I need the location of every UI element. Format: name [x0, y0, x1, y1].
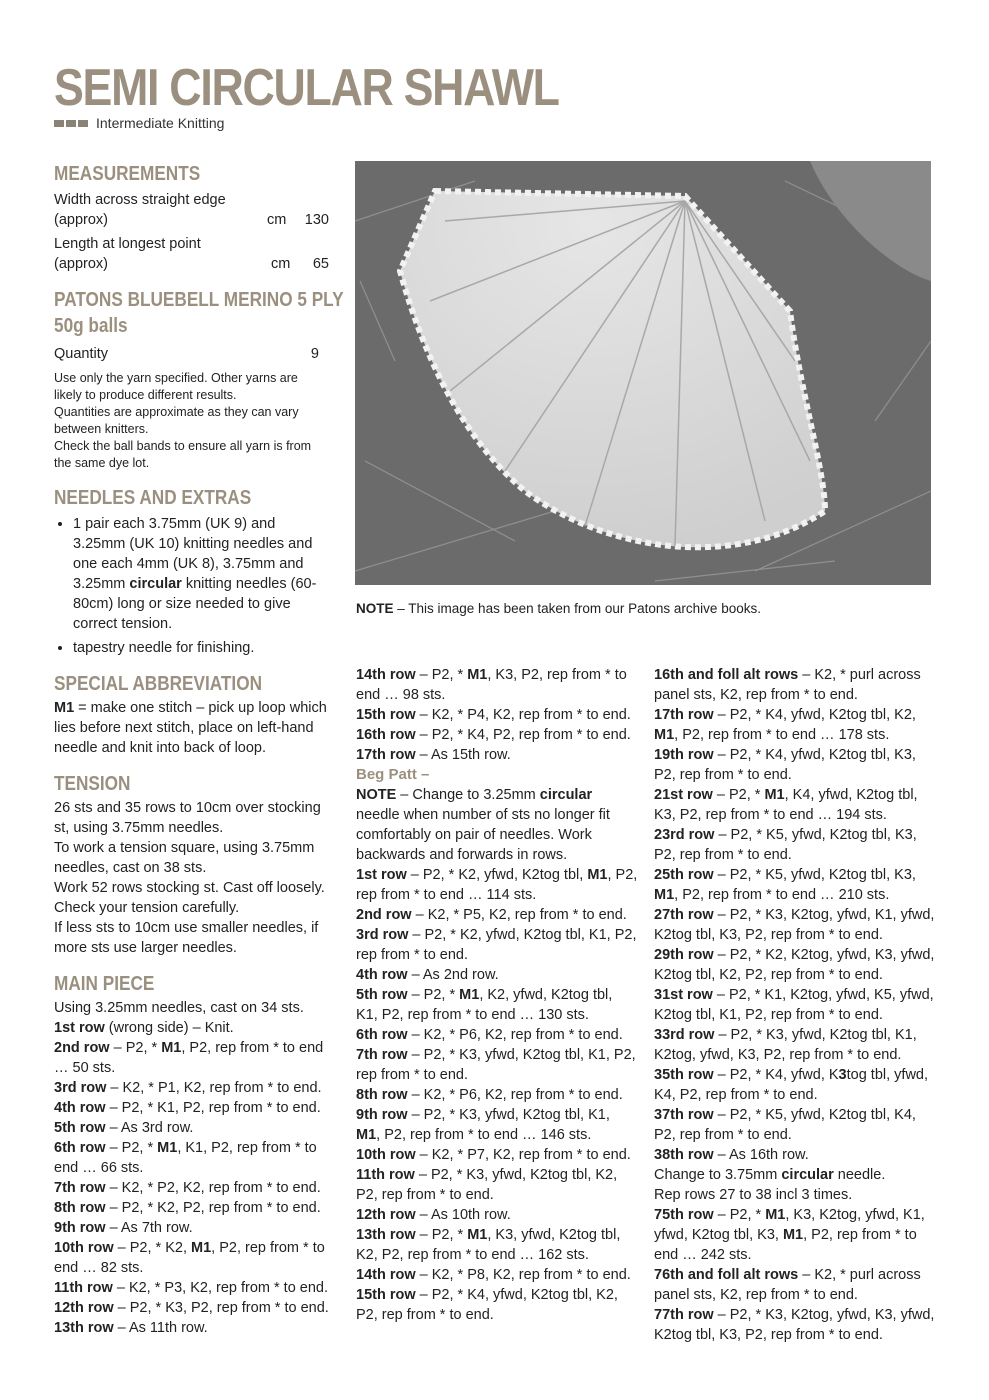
- pattern-row: [356, 1045, 638, 1085]
- right-column: [654, 665, 936, 1345]
- row-text: – K2, * P6, K2, rep from * to end.: [407, 1087, 623, 1103]
- pattern-rows: [654, 665, 936, 1165]
- row-bold: M1: [764, 787, 785, 803]
- repeat-text: Rep rows 27 to 38 incl 3 times.: [654, 1187, 853, 1203]
- row-label: 4th row: [356, 967, 408, 983]
- pattern-row: [356, 725, 638, 745]
- row-label: 13th row: [54, 1320, 114, 1336]
- row-text: – K2, * P8, K2, rep from * to end.: [415, 1267, 631, 1283]
- pattern-row: [356, 1105, 638, 1145]
- pattern-rows: [356, 665, 638, 765]
- pattern-row: [356, 1265, 638, 1285]
- yarn-heading: PATONS BLUEBELL MERINO 5 PLY: [54, 289, 344, 311]
- abbreviation-text: [54, 698, 329, 758]
- row-text: , K3, P2, rep from * to end … 98 sts.: [356, 667, 627, 703]
- row-text: – As 11th row.: [113, 1320, 208, 1336]
- circular-note: [356, 785, 638, 865]
- row-label: 11th row: [54, 1280, 113, 1296]
- pattern-row: [654, 745, 936, 785]
- pattern-row: [356, 905, 638, 925]
- pattern-row: [356, 965, 638, 985]
- row-text: – P2, * K2, yfwd, K2tog tbl, K1, P2, rep from * to end.: [356, 927, 637, 963]
- row-text: – K2, * P4, K2, rep from * to end.: [415, 707, 631, 723]
- photo-note: [356, 601, 761, 616]
- row-label: 12th row: [356, 1207, 416, 1223]
- pattern-row: [356, 1145, 638, 1165]
- needles-text: 1 pair each 3.75mm (UK 9) and 3.25mm (UK 10) knitting needles and one each 4mm (UK 8), 3.75mm and 3.25mm: [73, 516, 313, 592]
- pattern-row: [654, 665, 936, 705]
- row-label: 10th row: [356, 1147, 416, 1163]
- yarn-note: Check the ball bands to ensure all yarn is from the same dye lot.: [54, 439, 312, 470]
- quantity-label: Quantity: [54, 346, 108, 362]
- main-piece-intro: Using 3.25mm needles, cast on 34 sts.: [54, 1000, 304, 1016]
- row-text: – P2, * K4, yfwd, K2tog tbl, K3, P2, rep from * to end.: [654, 747, 916, 783]
- row-text: – P2, * K4, yfwd, K2tog tbl, K2,: [713, 707, 916, 723]
- yarn-note: Use only the yarn specified. Other yarns are likely to produce different results.: [54, 371, 298, 402]
- row-bold: M1: [587, 867, 608, 883]
- measurement-unit: cm: [271, 256, 291, 272]
- change-text: needle.: [833, 1167, 886, 1183]
- measurement-row: [54, 234, 329, 274]
- row-text: – P2, * K3, yfwd, K2tog tbl, K1, P2, rep from * to end.: [356, 1047, 636, 1083]
- row-bold: M1: [654, 887, 675, 903]
- yarn-subheading: 50g balls: [54, 315, 128, 337]
- row-text: – P2, *: [109, 1040, 162, 1056]
- row-bold: M1: [654, 727, 675, 743]
- row-label: 8th row: [54, 1200, 106, 1216]
- row-text: – K2, * purl across panel sts, K2, rep from * to end.: [654, 667, 921, 703]
- pattern-row: [654, 825, 936, 865]
- row-label: 75th row: [654, 1207, 714, 1223]
- row-text: – P2, * K4, yfwd, K: [713, 1067, 839, 1083]
- page-title: SEMI CIRCULAR SHAWL: [54, 59, 559, 117]
- pattern-row: [356, 1205, 638, 1225]
- row-label: 15th row: [356, 1287, 416, 1303]
- needles-item: • tapestry needle for finishing.: [73, 638, 329, 658]
- row-bold: 3: [838, 1067, 847, 1083]
- row-text: – K2, * P5, K2, rep from * to end.: [411, 907, 627, 923]
- row-text: (wrong side) – Knit.: [104, 1020, 234, 1036]
- row-label: 3rd row: [356, 927, 409, 943]
- measurement-row: [54, 190, 329, 230]
- note-text: needle when number of sts no longer fit comfortably on pair of needles. Work backwards and forwards in rows.: [356, 807, 610, 863]
- pattern-rows: [356, 865, 638, 1325]
- pattern-row: [54, 1118, 329, 1138]
- row-text: , P2, rep from * to end … 146 sts.: [376, 1127, 592, 1143]
- row-label: 8th row: [356, 1087, 408, 1103]
- row-text: – P2, * K5, yfwd, K2tog tbl, K3,: [713, 867, 916, 883]
- row-text: , K2, yfwd, K2tog tbl, K1, P2, rep from * to end … 130 sts.: [356, 987, 613, 1023]
- yarn-note: Quantities are approximate as they can vary between knitters.: [54, 405, 299, 436]
- pattern-row: [654, 1305, 936, 1345]
- row-text: – P2, * K3, P2, rep from * to end.: [113, 1300, 329, 1316]
- pattern-row: [54, 1278, 329, 1298]
- row-label: 5th row: [54, 1120, 106, 1136]
- row-text: , P2, rep from * to end … 178 sts.: [674, 727, 890, 743]
- row-label: 14th row: [356, 1267, 416, 1283]
- row-text: – P2, *: [415, 667, 468, 683]
- row-text: , K4, yfwd, K2tog tbl, K3, P2, rep from * to end … 194 sts.: [654, 787, 918, 823]
- needles-list: [54, 514, 329, 658]
- row-label: 6th row: [54, 1140, 106, 1156]
- tension-line: Work 52 rows stocking st. Cast off loosely.: [54, 880, 325, 896]
- row-bold: M1: [191, 1240, 212, 1256]
- row-label: 12th row: [54, 1300, 114, 1316]
- pattern-row: [356, 1225, 638, 1265]
- pattern-row: [654, 1205, 936, 1265]
- row-label: 1st row: [356, 867, 407, 883]
- needles-item: [73, 514, 329, 634]
- row-bold: M1: [459, 987, 480, 1003]
- pattern-row: [54, 1038, 329, 1078]
- row-label: 33rd row: [654, 1027, 715, 1043]
- pattern-row: [54, 1178, 329, 1198]
- row-text: – K2, * P2, K2, rep from * to end.: [105, 1180, 321, 1196]
- row-text: – As 16th row.: [713, 1147, 809, 1163]
- row-text: – P2, *: [407, 987, 460, 1003]
- row-label: 31st row: [654, 987, 713, 1003]
- row-bold: M1: [765, 1207, 786, 1223]
- row-text: – As 7th row.: [105, 1220, 193, 1236]
- skill-level-label: Intermediate Knitting: [96, 115, 225, 131]
- row-label: 4th row: [54, 1100, 106, 1116]
- measurements-heading: MEASUREMENTS: [54, 163, 201, 185]
- tension-text: [54, 798, 329, 958]
- pattern-row: [654, 785, 936, 825]
- row-text: , K3, yfwd, K2tog tbl, K2, P2, rep from * to end … 162 sts.: [356, 1227, 621, 1263]
- row-text: tog tbl, yfwd, K4, P2, rep from * to end.: [654, 1067, 929, 1103]
- row-text: – As 10th row.: [415, 1207, 511, 1223]
- tension-line: Check your tension carefully.: [54, 900, 240, 916]
- needles-text: knitting needles (60-80cm) long or size needed to give correct tension.: [73, 576, 317, 632]
- row-bold: M1: [356, 1127, 377, 1143]
- main-piece-heading: MAIN PIECE: [54, 973, 155, 995]
- row-label: 2nd row: [54, 1040, 110, 1056]
- row-text: – P2, *: [105, 1140, 158, 1156]
- row-bold: M1: [782, 1227, 804, 1243]
- quantity-row: [54, 344, 329, 364]
- left-column: [54, 162, 344, 1338]
- pattern-row: [356, 1165, 638, 1205]
- row-text: , P2, rep from * to end … 210 sts.: [674, 887, 890, 903]
- row-text: – P2, * K2, yfwd, K2tog tbl,: [406, 867, 588, 883]
- level-square-icon: [54, 120, 64, 127]
- row-label: 13th row: [356, 1227, 416, 1243]
- row-bold: M1: [467, 1227, 488, 1243]
- row-label: 19th row: [654, 747, 714, 763]
- row-bold: M1: [467, 667, 488, 683]
- pattern-row: [54, 1138, 329, 1178]
- shawl-illustration: [355, 161, 931, 585]
- pattern-row: [356, 1285, 638, 1325]
- row-label: 25th row: [654, 867, 714, 883]
- pattern-row: [654, 1065, 936, 1105]
- pattern-row: [54, 1218, 329, 1238]
- row-text: – K2, * P1, K2, rep from * to end.: [106, 1080, 322, 1096]
- tension-line: To work a tension square, using 3.75mm needles, cast on 38 sts.: [54, 840, 315, 876]
- tension-line: If less sts to 10cm use smaller needles, if more sts use larger needles.: [54, 920, 319, 956]
- row-label: 16th and foll alt rows: [654, 667, 799, 683]
- beg-patt-heading: Beg Patt –: [356, 766, 430, 783]
- pattern-row: [356, 665, 638, 705]
- row-label: 3rd row: [54, 1080, 107, 1096]
- row-text: – K2, * P7, K2, rep from * to end.: [415, 1147, 631, 1163]
- row-text: – K2, * P6, K2, rep from * to end.: [407, 1027, 623, 1043]
- pattern-row: [654, 1025, 936, 1065]
- row-text: – P2, * K3, yfwd, K2tog tbl, K2, P2, rep from * to end.: [356, 1167, 618, 1203]
- row-text: , P2, rep from * to end … 114 sts.: [356, 867, 638, 903]
- row-label: 38th row: [654, 1147, 714, 1163]
- row-text: – P2, * K4, yfwd, K2tog tbl, K2, P2, rep from * to end.: [356, 1287, 618, 1323]
- pattern-row: [654, 945, 936, 985]
- note-label: NOTE: [356, 787, 397, 803]
- main-piece-rows: [54, 1018, 329, 1338]
- pattern-row: [654, 1265, 936, 1305]
- abbreviation-definition: = make one stitch – pick up loop which lies before next stitch, place on left-hand needle and knit into back of loop.: [54, 700, 327, 756]
- row-text: – P2, * K5, yfwd, K2tog tbl, K3, P2, rep from * to end.: [654, 827, 917, 863]
- row-label: 77th row: [654, 1307, 714, 1323]
- row-label: 10th row: [54, 1240, 114, 1256]
- pattern-row: [54, 1318, 329, 1338]
- pattern-row: [356, 1025, 638, 1045]
- change-bold: circular: [781, 1167, 834, 1183]
- needles-heading: NEEDLES AND EXTRAS: [54, 487, 252, 509]
- pattern-row: [356, 925, 638, 965]
- row-label: 7th row: [356, 1047, 408, 1063]
- quantity-value: 9: [310, 346, 319, 362]
- measurement-value: 130: [304, 212, 329, 228]
- change-text: Change to 3.75mm: [654, 1167, 782, 1183]
- measurement-label: Width across straight edge: [54, 192, 226, 208]
- row-label: 1st row: [54, 1020, 105, 1036]
- row-label: 5th row: [356, 987, 408, 1003]
- row-text: , P2, rep from * to end … 82 sts.: [54, 1240, 325, 1276]
- row-label: 15th row: [356, 707, 416, 723]
- row-text: – As 3rd row.: [105, 1120, 194, 1136]
- row-text: – P2, *: [415, 1227, 468, 1243]
- row-text: , P2, rep from * to end … 242 sts.: [654, 1227, 917, 1263]
- pattern-row: [54, 1198, 329, 1218]
- row-label: 29th row: [654, 947, 714, 963]
- row-text: – K2, * P3, K2, rep from * to end.: [112, 1280, 329, 1296]
- row-label: 35th row: [654, 1067, 714, 1083]
- abbreviation-heading: SPECIAL ABBREVIATION: [54, 673, 263, 695]
- row-text: – P2, * K3, K2tog, yfwd, K3, yfwd, K2tog tbl, K3, P2, rep from * to end.: [654, 1307, 935, 1343]
- measurement-label: (approx): [54, 212, 108, 228]
- tension-line: 26 sts and 35 rows to 10cm over stocking st, using 3.75mm needles.: [54, 800, 321, 836]
- row-text: – P2, * K3, yfwd, K2tog tbl, K1, K2tog, yfwd, K3, P2, rep from * to end.: [654, 1027, 917, 1063]
- row-label: 17th row: [356, 747, 416, 763]
- pattern-row: [654, 705, 936, 745]
- row-text: – K2, * purl across panel sts, K2, rep from * to end.: [654, 1267, 921, 1303]
- row-label: 17th row: [654, 707, 714, 723]
- photo-note-label: NOTE: [356, 601, 394, 616]
- row-text: , P2, rep from * to end … 50 sts.: [54, 1040, 324, 1076]
- needles-bold: circular: [129, 576, 182, 592]
- pattern-row: [356, 745, 638, 765]
- measurement-label: Length at longest point: [54, 236, 201, 252]
- row-text: – P2, * K2, K2tog, yfwd, K3, yfwd, K2tog tbl, K2, P2, rep from * to end.: [654, 947, 935, 983]
- pattern-row: [356, 985, 638, 1025]
- pattern-row: [654, 865, 936, 905]
- pattern-row: [54, 1238, 329, 1278]
- pattern-rows: [654, 1205, 936, 1345]
- row-text: , K1, P2, rep from * to end … 66 sts.: [54, 1140, 317, 1176]
- pattern-row: [654, 905, 936, 945]
- middle-column: [356, 665, 638, 1325]
- pattern-row: [54, 1018, 329, 1038]
- pattern-row: [654, 1105, 936, 1145]
- yarn-notes: [54, 370, 329, 472]
- abbreviation-term: M1: [54, 700, 75, 716]
- row-text: – P2, * K2, P2, rep from * to end.: [105, 1200, 321, 1216]
- row-label: 21st row: [654, 787, 713, 803]
- row-label: 6th row: [356, 1027, 408, 1043]
- change-needle-text: [654, 1165, 936, 1185]
- row-bold: M1: [161, 1040, 182, 1056]
- row-text: – P2, * K1, P2, rep from * to end.: [105, 1100, 321, 1116]
- row-text: – P2, * K4, P2, rep from * to end.: [415, 727, 631, 743]
- row-text: – P2, * K3, K2tog, yfwd, K1, yfwd, K2tog tbl, K3, P2, rep from * to end.: [654, 907, 935, 943]
- row-label: 16th row: [356, 727, 416, 743]
- row-bold: M1: [157, 1140, 178, 1156]
- pattern-row: [54, 1098, 329, 1118]
- measurement-value: 65: [312, 256, 329, 272]
- row-text: – P2, * K1, K2tog, yfwd, K5, yfwd, K2tog tbl, K1, P2, rep from * to end.: [654, 987, 934, 1023]
- row-label: 9th row: [54, 1220, 106, 1236]
- row-text: , K3, K2tog, yfwd, K1, yfwd, K2tog tbl, K3,: [654, 1207, 925, 1243]
- pattern-row: [54, 1298, 329, 1318]
- note-text: – Change to 3.25mm: [396, 787, 540, 803]
- photo-note-text: – This image has been taken from our Patons archive books.: [393, 601, 761, 616]
- note-bold: circular: [539, 787, 593, 803]
- pattern-row: [356, 1085, 638, 1105]
- tension-heading: TENSION: [54, 773, 131, 795]
- row-label: 7th row: [54, 1180, 106, 1196]
- row-label: 76th and foll alt rows: [654, 1267, 799, 1283]
- row-label: 14th row: [356, 667, 416, 683]
- measurement-unit: cm: [267, 212, 287, 228]
- row-label: 27th row: [654, 907, 714, 923]
- row-label: 37th row: [654, 1107, 714, 1123]
- shawl-photo: [355, 161, 931, 585]
- row-text: – P2, * K3, yfwd, K2tog tbl, K1,: [407, 1107, 610, 1123]
- row-text: – P2, * K5, yfwd, K2tog tbl, K4, P2, rep from * to end.: [654, 1107, 916, 1143]
- pattern-row: [654, 1145, 936, 1165]
- row-label: 2nd row: [356, 907, 412, 923]
- row-text: – As 15th row.: [415, 747, 511, 763]
- row-label: 11th row: [356, 1167, 415, 1183]
- row-label: 23rd row: [654, 827, 715, 843]
- level-square-icon: [78, 120, 88, 127]
- pattern-row: [654, 985, 936, 1025]
- pattern-row: [54, 1078, 329, 1098]
- row-text: – P2, *: [712, 787, 765, 803]
- skill-level: [54, 115, 224, 131]
- row-text: – P2, * K2,: [113, 1240, 192, 1256]
- pattern-row: [356, 865, 638, 905]
- row-text: – P2, *: [713, 1207, 766, 1223]
- measurement-label: (approx): [54, 256, 108, 272]
- pattern-row: [356, 705, 638, 725]
- row-text: – As 2nd row.: [407, 967, 499, 983]
- row-label: 9th row: [356, 1107, 408, 1123]
- level-square-icon: [66, 120, 76, 127]
